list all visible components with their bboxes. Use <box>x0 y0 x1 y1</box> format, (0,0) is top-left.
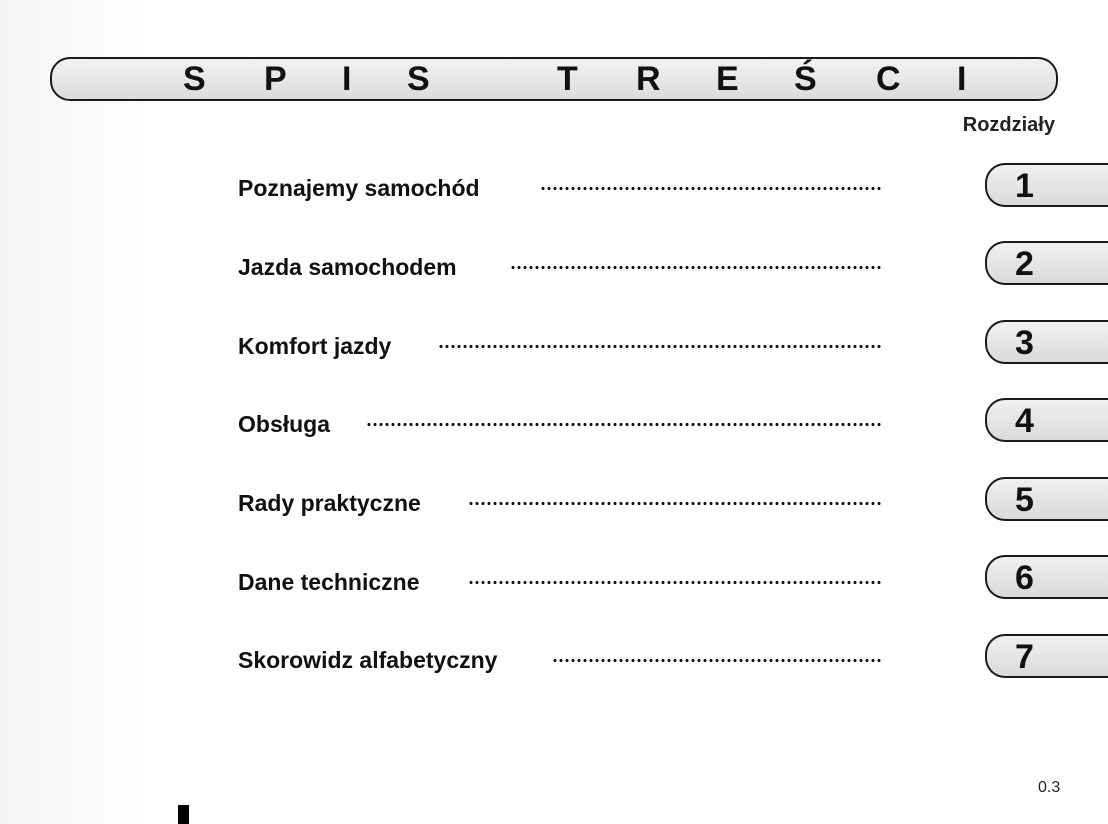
title-letter: E <box>716 60 739 98</box>
toc-entry-label[interactable]: Dane techniczne <box>238 569 420 595</box>
chapter-tab[interactable] <box>985 555 1108 599</box>
toc-entry-label[interactable]: Obsługa <box>238 411 331 437</box>
title-letter: Ś <box>794 60 817 98</box>
toc-entry[interactable] <box>238 486 882 520</box>
chapters-label: Rozdziały <box>962 114 1055 136</box>
chapter-tab-number: 4 <box>1015 402 1034 440</box>
chapter-tab-number: 1 <box>1015 167 1034 205</box>
title-letter: R <box>636 60 661 98</box>
toc-entry[interactable] <box>238 329 882 363</box>
toc-entry-label[interactable]: Poznajemy samochód <box>238 175 480 201</box>
chapter-tab-number: 5 <box>1015 481 1034 519</box>
dot-leader <box>552 655 882 663</box>
chapter-tab[interactable] <box>985 320 1108 364</box>
toc-entry-label[interactable]: Rady praktyczne <box>238 490 421 516</box>
title-letter: T <box>557 60 578 98</box>
dot-leader <box>468 577 882 585</box>
dot-leader <box>510 262 882 270</box>
toc-entry[interactable] <box>238 171 882 205</box>
title-letter: S <box>407 60 430 98</box>
toc-entry[interactable] <box>238 643 882 677</box>
page-number: 0.3 <box>1038 779 1061 796</box>
chapter-tab[interactable] <box>985 398 1108 442</box>
chapter-tab-number: 2 <box>1015 245 1034 283</box>
chapter-tab[interactable] <box>985 477 1108 521</box>
chapter-tab-number: 3 <box>1015 324 1034 362</box>
toc-entry-label[interactable]: Komfort jazdy <box>238 333 392 359</box>
title-letter: I <box>342 60 352 98</box>
title-letter: S <box>183 60 206 98</box>
title-letter: P <box>264 60 287 98</box>
toc-entry[interactable] <box>238 250 882 284</box>
chapter-tab[interactable] <box>985 634 1108 678</box>
dot-leader <box>468 498 882 506</box>
toc-entry[interactable] <box>238 407 882 441</box>
chapter-tab[interactable] <box>985 241 1108 285</box>
dot-leader <box>366 419 882 427</box>
margin-mark <box>178 805 189 824</box>
toc-entry-label[interactable]: Skorowidz alfabetyczny <box>238 647 498 673</box>
chapter-tab[interactable] <box>985 163 1108 207</box>
chapter-tab-number: 6 <box>1015 559 1034 597</box>
toc-entry-label[interactable]: Jazda samochodem <box>238 254 457 280</box>
toc-entry[interactable] <box>238 565 882 599</box>
dot-leader <box>438 341 882 349</box>
title-letter: I <box>957 60 967 98</box>
title-letter: C <box>876 60 901 98</box>
dot-leader <box>540 183 882 191</box>
chapter-tab-number: 7 <box>1015 638 1034 676</box>
